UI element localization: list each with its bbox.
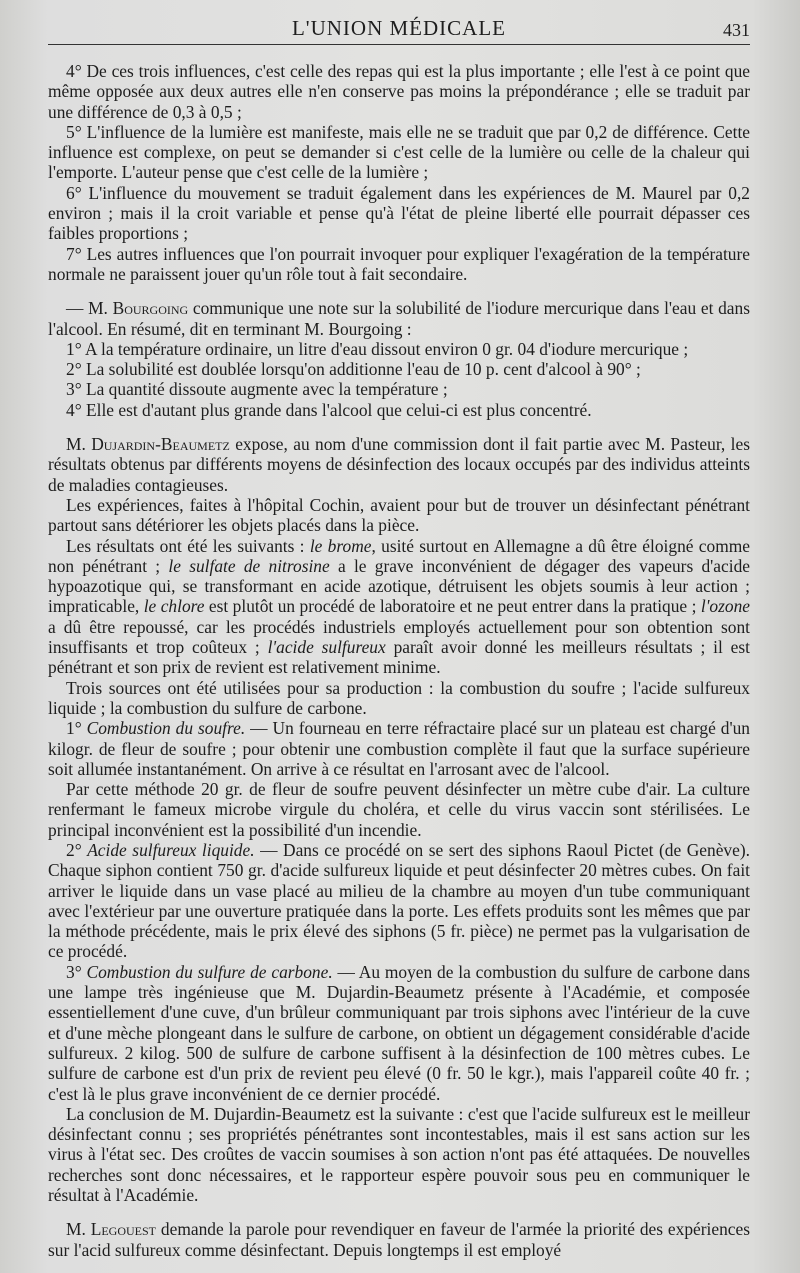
text-run: , usité surtout en Allemagne a dû être éloigné comme non pénétrant ; [48, 535, 750, 576]
text-run: 1° [66, 718, 87, 739]
italic-run: le chlore [143, 596, 205, 617]
name-small-caps: Dujardin-Beaumetz [91, 434, 230, 455]
text-run: La conclusion de M. Dujardin-Beaumetz est la suivante : c'est que l'acide sulfureux est le meilleur désinfectant connu ; ses propriétés pénétrantes sont incontestables, mais il est sans action sur les virus à l'état sec. Des croûtes de vaccin soumises à son action n'ont pas été attaquées. De nouvelles recherches sont donc nécessaires, et le rapporteur espère pouvoir sous peu en communiquer le résultat à l'Académie. [48, 1103, 750, 1206]
paragraph [48, 1219, 750, 1260]
paragraph [48, 1104, 750, 1205]
text-run: — Dans ce procédé on se sert des siphons Raoul Pictet (de Genève). Chaque siphon contient 750 gr. d'acide sulfureux liquide et peut désinfecter 20 mètres cubes. On fait arriver le liquide dans un vase placé au milieu de la chambre au moyen d'un tube communiquant avec l'extérieur par une ouverture pratiquée dans la porte. Les effets produits sont les mêmes que par la méthode précédente, mais le prix élevé des siphons (5 fr. pièce) ne permet pas la vulgarisation de ce procédé. [48, 839, 750, 962]
body-text [48, 61, 750, 1260]
text-run: a dû être repoussé, car les procédés industriels employés actuellement pour son obtention sont insuffisants et trop coûteux ; [48, 616, 750, 658]
italic-run: Acide sulfureux liquide. [87, 839, 255, 860]
paragraph [48, 61, 750, 122]
paragraph [48, 718, 750, 779]
text-run: est plutôt un procédé de laboratoire et ne peut entrer dans la pratique ; [204, 596, 701, 617]
text-run: — Un fourneau en terre réfractaire placé sur un plateau est chargé d'un kilogr. de fleur de soufre ; pour obtenir une combustion complète il faut que la surface supérieure soit allumée instantanément. On arrive à ce résultat en l'arrosant avec de l'alcool. [48, 718, 750, 779]
text-run: 7° Les autres influences que l'on pourrait invoquer pour expliquer l'exagération de la température normale ne paraissent jouer qu'un rôle tout à fait secondaire. [48, 243, 750, 284]
paragraph [48, 536, 750, 678]
paragraph [48, 840, 750, 962]
text-run: M. [66, 1219, 91, 1240]
italic-run: le sulfate de nitrosine [168, 555, 330, 576]
paragraph [48, 379, 750, 399]
italic-run: Combustion du sulfure de carbone. [86, 961, 333, 982]
text-run: 3° [66, 961, 87, 982]
running-title: L'UNION MÉDICALE [291, 16, 506, 40]
text-run: 4° De ces trois influences, c'est celle des repas qui est la plus importante ; elle l'est à ce point que même opposée aux deux autres elle n'en conserve pas moins la prépondérance ; elle se traduit par une différence de 0,3 à 0,5 ; [48, 61, 750, 122]
text-run: 5° L'influence de la lumière est manifeste, mais elle ne se traduit que par 0,2 de différence. Cette influence est complexe, on peut se demander si c'est celle de la lumière ou celle de la chaleur qui l'emporte. L'auteur pense que c'est celle de la lumière ; [48, 121, 750, 183]
paragraph [48, 678, 750, 719]
text-run: Les expériences, faites à l'hôpital Cochin, avaient pour but de trouver un désinfectant pénétrant partout sans détériorer les objets placés dans la pièce. [48, 494, 750, 536]
paragraph [48, 434, 750, 495]
page-number: 431 [723, 20, 750, 40]
text-run: 2° La solubilité est doublée lorsqu'on additionne l'eau de 10 p. cent d'alcool à 90° ; [66, 359, 641, 380]
paragraph [48, 339, 750, 359]
name-small-caps: Bourgoing [112, 298, 189, 319]
text-run: communique une note sur la solubilité de l'iodure mercurique dans l'eau et dans l'alcool. En résumé, dit en terminant M. Bourgoing : [48, 298, 750, 339]
paragraph [48, 183, 750, 244]
name-small-caps: Legouest [90, 1219, 157, 1240]
text-run: expose, au nom d'une commission dont il fait partie avec M. Pasteur, les résultats obtenus par différents moyens de désinfection des locaux occupés par des individus atteints de maladies contagieuses. [48, 434, 750, 495]
text-run: — M. [66, 298, 113, 319]
page-header [48, 16, 750, 45]
paragraph [48, 779, 750, 840]
italic-run: le brome [309, 535, 372, 556]
paragraph [48, 244, 750, 285]
text-run: 1° A la température ordinaire, un litre d'eau dissout environ 0 gr. 04 d'iodure mercurique ; [66, 338, 689, 359]
text-run: M. [66, 434, 92, 455]
paragraph [48, 495, 750, 536]
text-run: Les résultats ont été les suivants : [66, 535, 310, 556]
italic-run: l'acide sulfureux [267, 637, 386, 658]
text-run: Par cette méthode 20 gr. de fleur de soufre peuvent désinfecter un mètre cube d'air. La culture renfermant le fameux microbe virgule du choléra, et celle du virus vaccin sont stérilisées. Le principal inconvénient est la possibilité d'un incendie. [48, 779, 750, 840]
text-run: 2° [66, 839, 88, 860]
text-run: paraît avoir donné les meilleurs résultats ; il est pénétrant et son prix de revient est relativement minime. [48, 637, 750, 678]
paragraph [48, 359, 750, 379]
paragraph [48, 298, 750, 339]
text-run: Trois sources ont été utilisées pour sa production : la combustion du soufre ; l'acide sulfureux liquide ; la combustion du sulfure de carbone. [48, 677, 750, 718]
paragraph [48, 962, 750, 1104]
text-run: 4° Elle est d'autant plus grande dans l'alcool que celui-ci est plus concentré. [66, 399, 592, 420]
paragraph [48, 122, 750, 183]
italic-run: l'ozone [700, 596, 750, 617]
text-run: a le grave inconvénient de dégager des vapeurs d'acide hypoazotique qui, se transformant en acide azotique, détruisent les objets soumis à leur action ; impraticable, [48, 555, 750, 617]
text-run: 3° La quantité dissoute augmente avec la température ; [66, 379, 448, 400]
italic-run: Combustion du soufre. [86, 718, 246, 739]
text-run: demande la parole pour revendiquer en faveur de l'armée la priorité des expériences sur l'acid sulfureux comme désinfectant. Depuis longtemps il est employé [48, 1219, 750, 1260]
text-run: — Au moyen de la combustion du sulfure de carbone dans une lampe très ingénieuse que M. Dujardin-Beaumetz présente à l'Académie, et composée essentiellement d'une cuve, d'un brûleur communiquant par trois siphons avec l'intérieur de la cuve et d'une mèche plongeant dans le sulfure de carbone, on obtient un dégagement considérable d'acide sulfureux. 2 kilog. 500 de sulfure de carbone suffisent à la désinfection de 100 mètres cubes. Le sulfure de carbone est d'un prix de revient peu élevé (0 fr. 50 le kgr.), mais l'appareil coûte 40 fr. ; c'est là le plus grave inconvénient de ce dernier procédé. [48, 961, 750, 1104]
paragraph [48, 400, 750, 420]
text-run: 6° L'influence du mouvement se traduit également dans les expériences de M. Maurel par 0,2 environ ; mais il la croit variable et pense qu'à l'état de pleine liberté elle pourrait dépasser ces faibles proportions ; [48, 182, 750, 244]
